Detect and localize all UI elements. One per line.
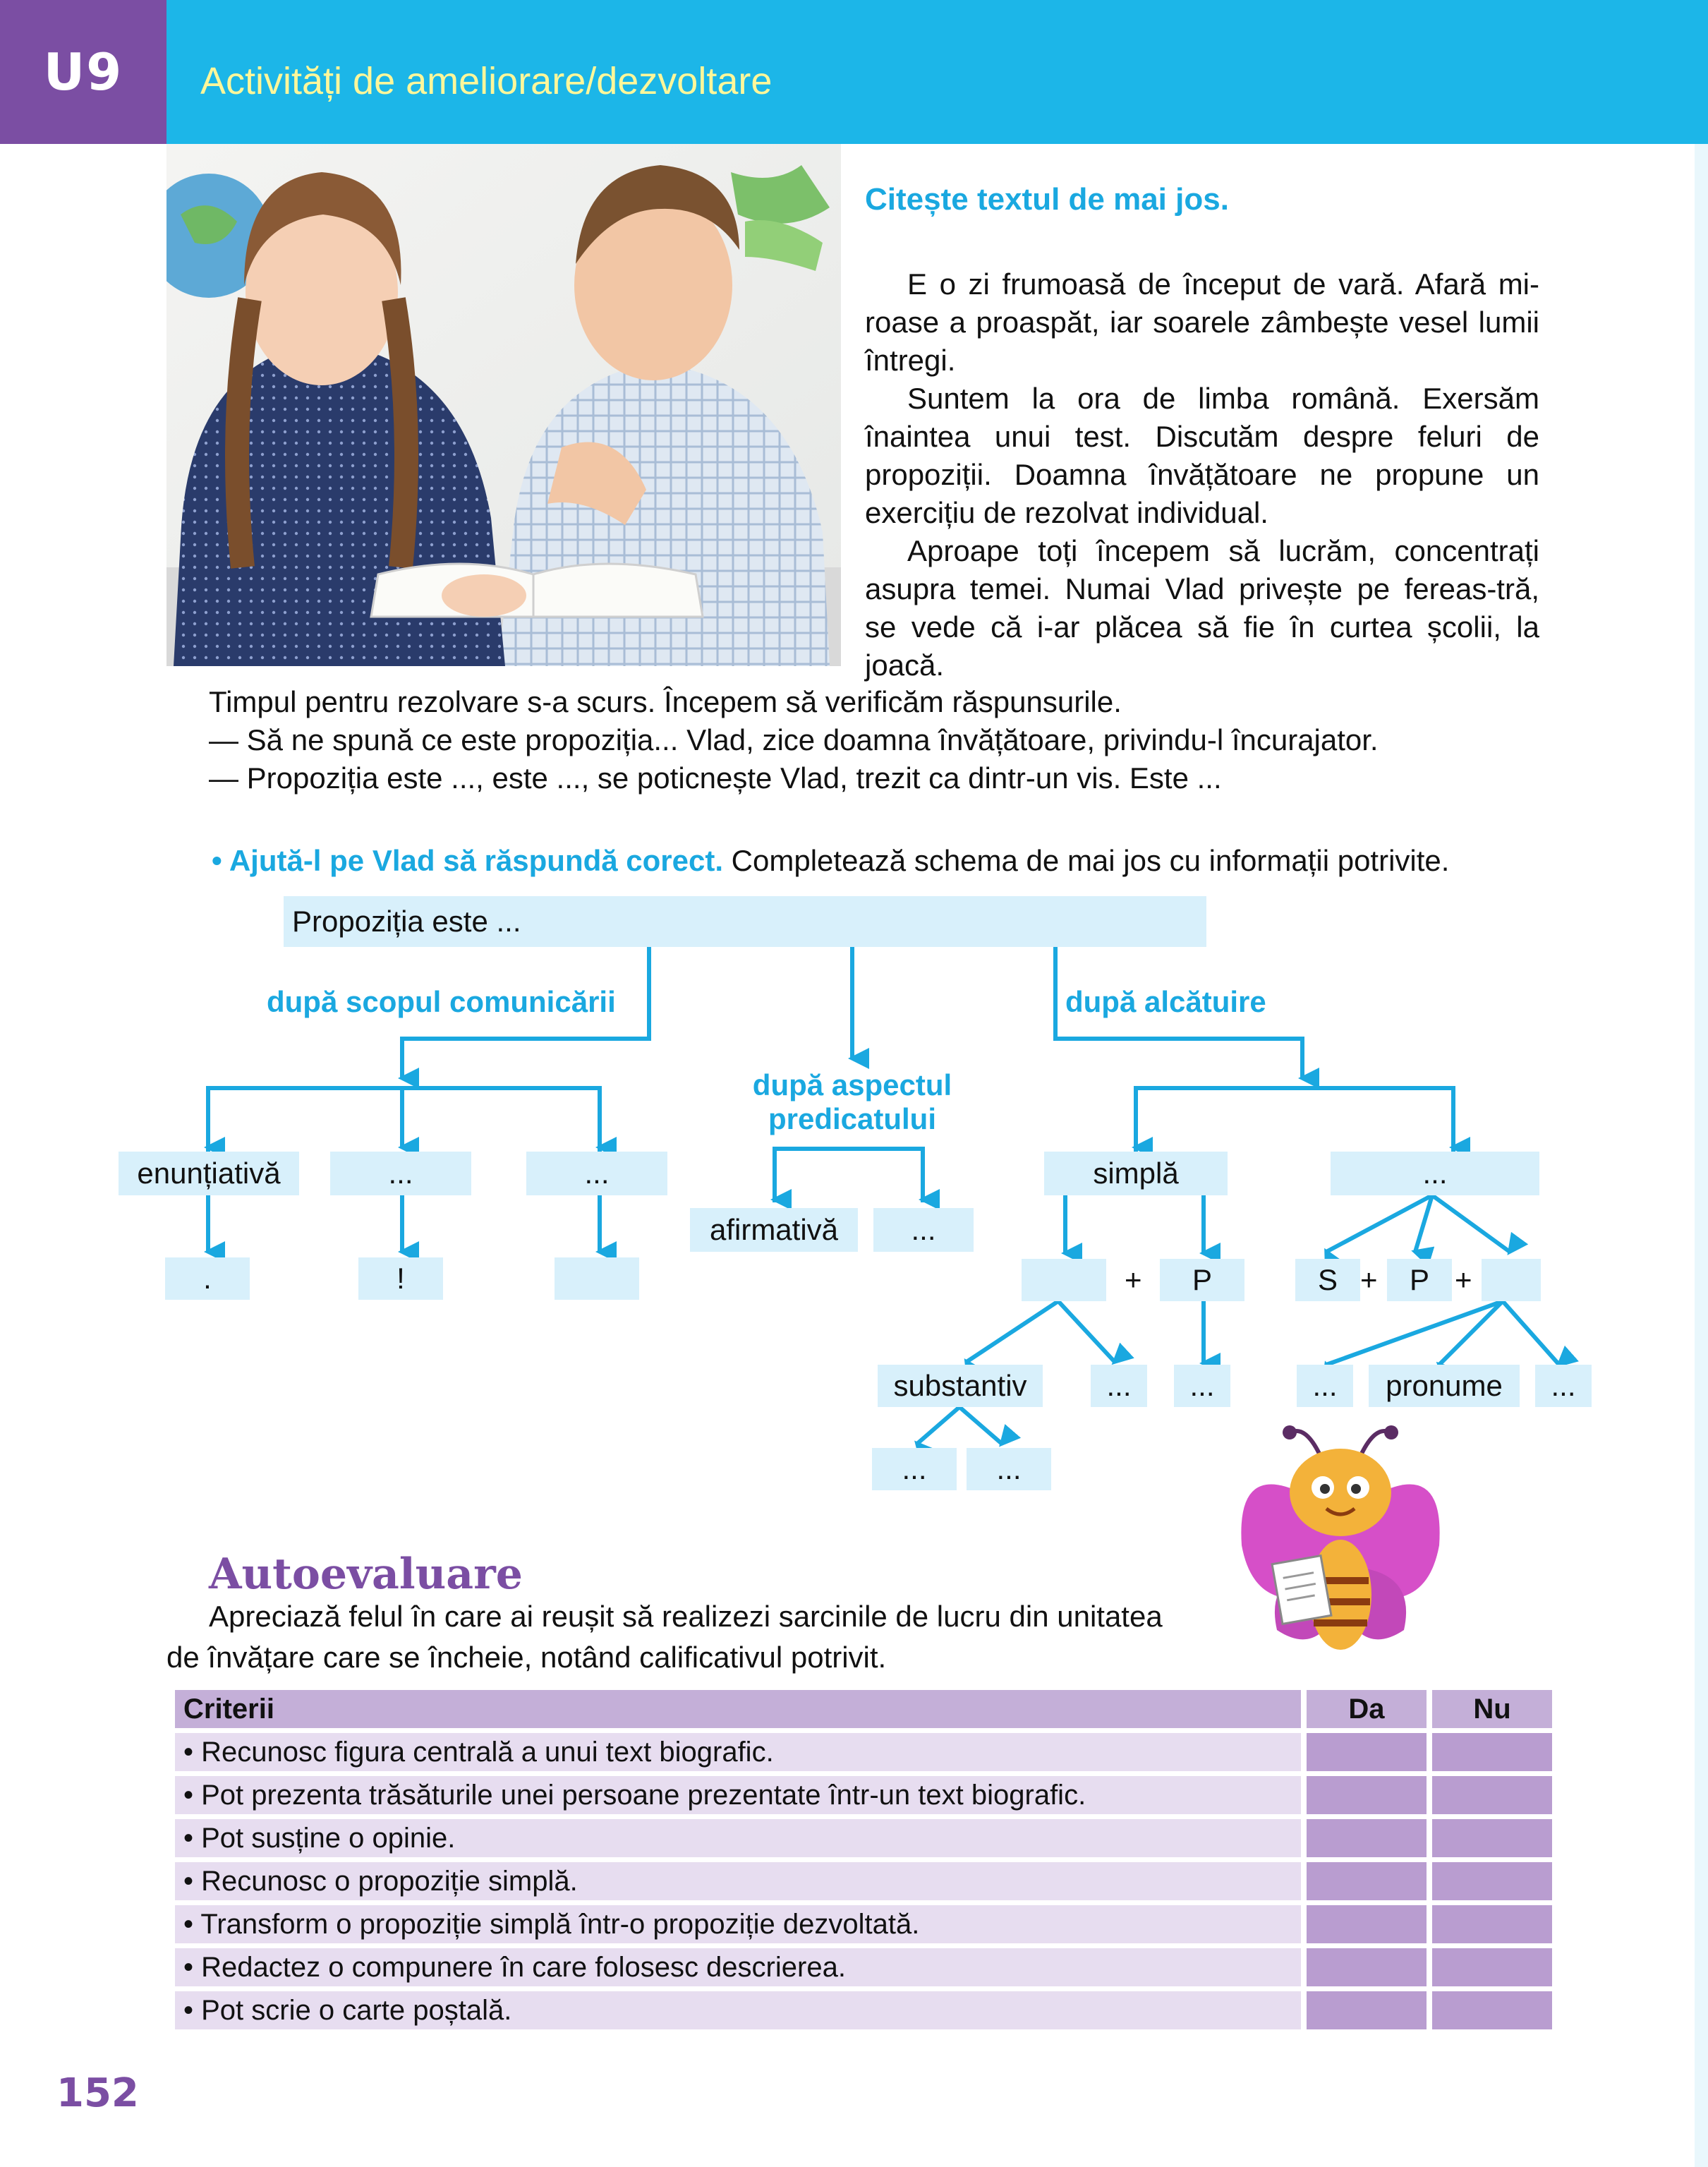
table-row <box>175 1905 1552 1943</box>
yes-cell[interactable] <box>1307 1905 1427 1943</box>
yes-cell[interactable] <box>1307 1776 1427 1814</box>
unit-label: U9 <box>43 42 123 102</box>
box-blank-1: ... <box>330 1152 471 1195</box>
box-predicate-2: P <box>1387 1259 1452 1301</box>
criterion-text: • Recunosc figura centrală a unui text biografic. <box>175 1733 1301 1771</box>
yes-cell[interactable] <box>1307 1948 1427 1986</box>
paragraph-1: E o zi frumoasă de început de vară. Afară mi-roase a proaspăt, iar soarele zâmbește vesel lumii întregi. <box>865 267 1539 377</box>
paragraph-3: Aproape toți începem să lucrăm, concentrați asupra temei. Numai Vlad privește pe fereas-tră, se vede că i-ar plăcea să fie în curtea școlii, la joacă. <box>865 534 1539 682</box>
criteria-table <box>169 1685 1558 2034</box>
no-cell[interactable] <box>1432 1905 1552 1943</box>
box-blank-3 <box>555 1257 639 1300</box>
table-row <box>175 1948 1552 1986</box>
box-pronume: pronume <box>1369 1365 1520 1407</box>
box-blank-8: ... <box>1174 1365 1230 1407</box>
no-cell[interactable] <box>1432 1991 1552 2029</box>
task-bold: • Ajută-l pe Vlad să răspundă corect. <box>212 844 724 877</box>
box-substantiv: substantiv <box>878 1365 1043 1407</box>
box-exclamation: ! <box>358 1257 443 1300</box>
header-criteria: Criterii <box>175 1690 1301 1728</box>
autoevaluare-text: Apreciază felul în care ai reușit să realizezi sarcinile de lucru din unitatea de învățare care se încheie, notând calificativul potrivit. <box>166 1600 1163 1674</box>
box-subject: S <box>1295 1259 1360 1301</box>
box-subject-blank <box>1022 1259 1106 1301</box>
plus-3: + <box>1455 1263 1472 1296</box>
header-yes: Da <box>1307 1690 1427 1728</box>
yes-cell[interactable] <box>1307 1733 1427 1771</box>
box-blank-4: ... <box>873 1208 974 1252</box>
table-row <box>175 1776 1552 1814</box>
box-period: . <box>165 1257 250 1300</box>
no-cell[interactable] <box>1432 1862 1552 1900</box>
butterfly-mascot-icon <box>1235 1425 1446 1665</box>
criterion-text: • Pot scrie o carte poștală. <box>175 1991 1301 2029</box>
box-afirmativa: afirmativă <box>690 1208 858 1252</box>
no-cell[interactable] <box>1432 1776 1552 1814</box>
table-row <box>175 1862 1552 1900</box>
box-blank-5: ... <box>1331 1152 1539 1195</box>
page-title: Activități de ameliorare/dezvoltare <box>200 60 773 102</box>
branch-label-aspect-1: după aspectul <box>752 1068 952 1101</box>
task-rest: Completează schema de mai jos cu informații potrivite. <box>723 844 1450 877</box>
plus-1: + <box>1125 1263 1142 1296</box>
box-blank-11: ... <box>872 1448 957 1490</box>
plus-2: + <box>1360 1263 1378 1296</box>
table-header-row <box>175 1690 1552 1728</box>
no-cell[interactable] <box>1432 1948 1552 1986</box>
text-line-3: — Propoziția este ..., este ..., se poticnește Vlad, trezit ca dintr-un vis. Este ... <box>209 761 1222 795</box>
criterion-text: • Redactez o compunere în care folosesc descrierea. <box>175 1948 1301 1986</box>
autoevaluare-title: Autoevaluare <box>209 1550 523 1599</box>
box-blank-10: ... <box>1535 1365 1592 1407</box>
table-row <box>175 1991 1552 2029</box>
box-blank-9: ... <box>1297 1365 1353 1407</box>
text-line-1: Timpul pentru rezolvare s-a scurs. Începem să verificăm răspunsurile. <box>209 685 1122 718</box>
no-cell[interactable] <box>1432 1819 1552 1857</box>
header-no: Nu <box>1432 1690 1552 1728</box>
table-row <box>175 1819 1552 1857</box>
yes-cell[interactable] <box>1307 1991 1427 2029</box>
criterion-text: • Recunosc o propoziție simplă. <box>175 1862 1301 1900</box>
box-blank-7: ... <box>1091 1365 1147 1407</box>
criterion-text: • Pot prezenta trăsăturile unei persoane prezentate într-un text biografic. <box>175 1776 1301 1814</box>
criterion-text: • Pot susține o opinie. <box>175 1819 1301 1857</box>
branch-label-structure: după alcătuire <box>1065 985 1266 1018</box>
yes-cell[interactable] <box>1307 1862 1427 1900</box>
box-blank-6 <box>1482 1259 1541 1301</box>
criterion-text: • Transform o propoziție simplă într-o propoziție dezvoltată. <box>175 1905 1301 1943</box>
paragraph-2: Suntem la ora de limba română. Exersăm înaintea unui test. Discutăm despre feluri de propoziții. Doamna învățătoare ne propune un exercițiu de rezolvat individual. <box>865 382 1539 529</box>
box-enuntiativa: enunțiativă <box>119 1152 299 1195</box>
diagram-root: Propoziția este ... <box>284 896 1206 947</box>
box-blank-12: ... <box>967 1448 1051 1490</box>
yes-cell[interactable] <box>1307 1819 1427 1857</box>
box-simpla: simplă <box>1044 1152 1228 1195</box>
page-number: 152 <box>56 2070 139 2116</box>
box-blank-2: ... <box>526 1152 667 1195</box>
branch-label-purpose: după scopul comunicării <box>267 985 616 1018</box>
no-cell[interactable] <box>1432 1733 1552 1771</box>
box-predicate-1: P <box>1160 1259 1244 1301</box>
reading-instruction: Citește textul de mai jos. <box>865 182 1229 217</box>
branch-label-aspect-2: predicatului <box>768 1102 937 1135</box>
text-line-2: — Să ne spună ce este propoziția... Vlad, zice doamna învățătoare, privindu-l încurajator. <box>209 723 1379 756</box>
table-row <box>175 1733 1552 1771</box>
